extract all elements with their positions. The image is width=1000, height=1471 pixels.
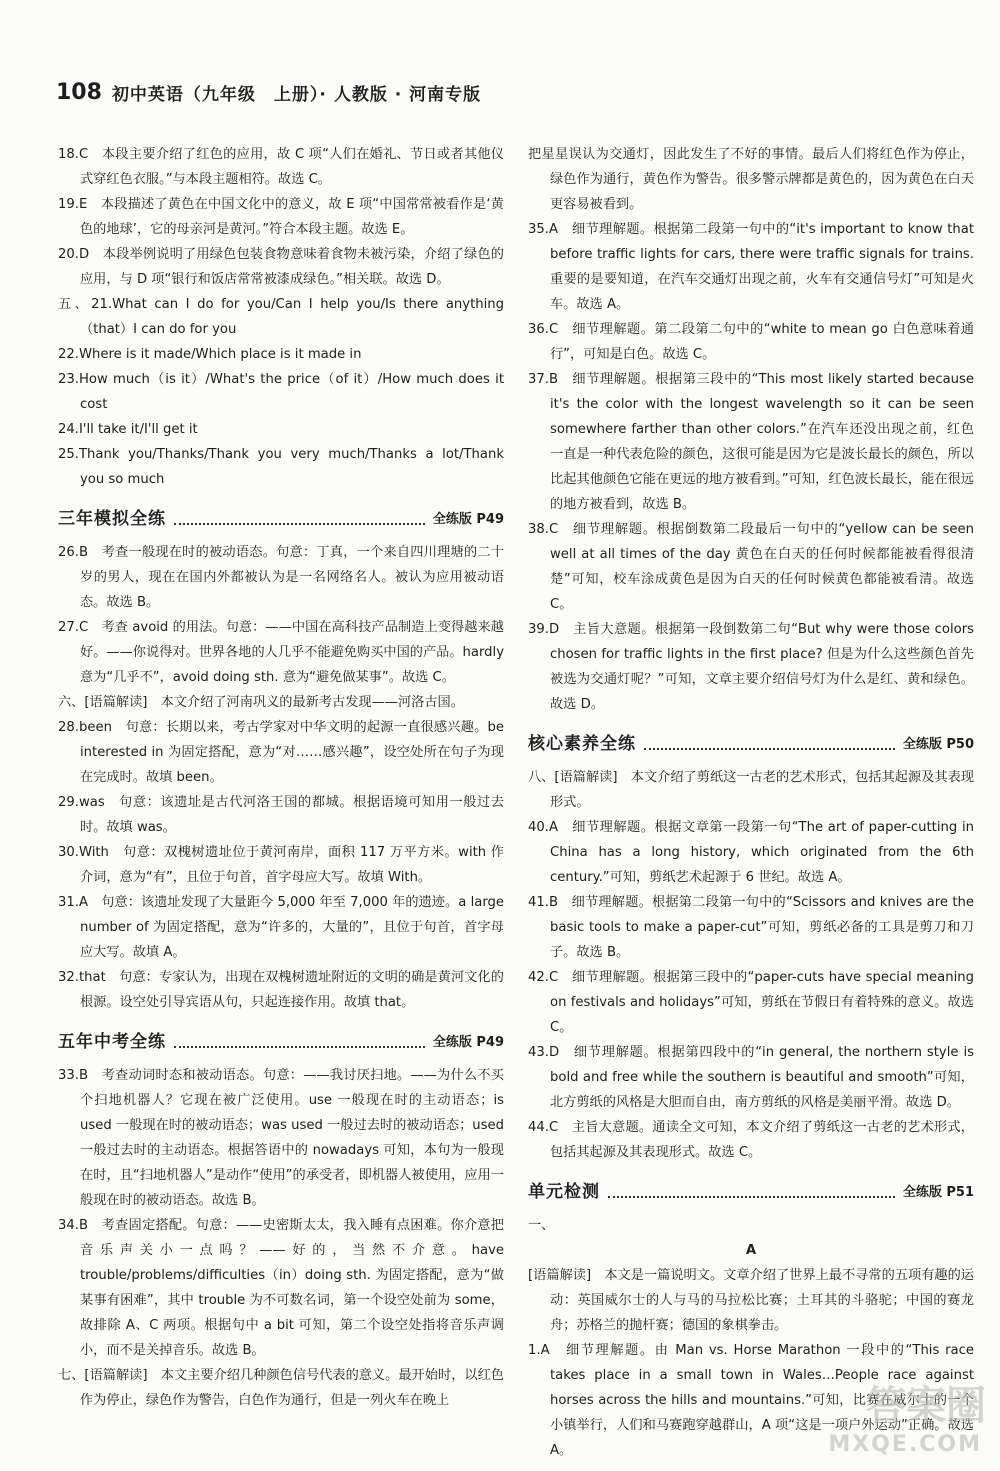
section-ref: 全练版 P51 xyxy=(902,1185,974,1200)
answer-item: 39.D 主旨大意题。根据第一段倒数第二句“But why were those colors chosen for traffic lights in the first place? 但是为什么这些颜色首先被选为交通灯呢？”可知，文章主要介绍信号灯为什么是红、黄和绿色。故选 D。 xyxy=(528,622,974,712)
answer-item: 37.B 细节理解题。根据第三段中的“This most likely started because it's the color with the longest wavelength so it can be seen somewhere farther than other colors.”在汽车还没出现之前，红色一直是一种代表危险的颜色，这很可能是因为它是波长最长的颜色，所以比起其他颜色它能在更远的地方被看到。”可知，红色波长最长，能在很远的地方被看到，故选 B。 xyxy=(528,372,974,512)
answer-item: 六、[语篇解读] 本文介绍了河南巩义的最新考古发现——河洛古国。 xyxy=(58,695,464,710)
answer-item: 34.B 考查固定搭配。句意：——史密斯太太，我入睡有点困难。你介意把音乐声关小一点吗？——好的，当然不介意。have trouble/problems/difficulties（in）doing sth. 为固定搭配，意为“做某事有困难”，其中 trouble 为不可数名词，第一个设空处前为 some，故排除 A、C 两项。根据句中 a bit 可知，第二个设空处指将音乐声调小，而不是关掉音乐。故选 B。 xyxy=(58,1218,504,1358)
left-column xyxy=(58,142,504,1413)
answer-item: 八、[语篇解读] 本文介绍了剪纸这一古老的艺术形式，包括其起源及其表现形式。 xyxy=(528,770,974,810)
section-title: 核心素养全练 xyxy=(528,734,636,754)
left-bottom-items xyxy=(58,1063,504,1413)
left-top-items xyxy=(58,142,504,492)
answer-item: 23.How much（is it）/What's the price（of it）/How much does it cost xyxy=(58,372,504,412)
part-label: 一、 xyxy=(528,1218,555,1233)
answer-item: 41.B 细节理解题。根据第二段第一句中的“Scissors and knives are the basic tools to make a paper-cut”可知，剪纸必备的工具是剪刀和刀子。故选 B。 xyxy=(528,895,974,960)
section-title: 三年模拟全练 xyxy=(58,509,166,529)
answer-item: 27.C 考查 avoid 的用法。句意：——中国在高科技产品制造上变得越来越好。——你说得对。世界各地的人几乎不能避免购买中国的产品。hardly 意为“几乎不”，avoid doing sth. 意为“避免做某事”。故选 C。 xyxy=(58,620,504,685)
book-title: 初中英语（九年级 上册）· 人教版 · 河南专版 xyxy=(111,84,482,105)
section-title: 单元检测 xyxy=(528,1182,600,1202)
section-header-danyuan xyxy=(528,1175,974,1205)
section-header-sannian xyxy=(58,502,504,532)
right-top-items xyxy=(528,142,974,717)
section-title: 五年中考全练 xyxy=(58,1032,166,1052)
passage-a-label: A xyxy=(745,1243,757,1258)
page-header xyxy=(56,72,481,112)
answer-item: 40.A 细节理解题。根据文章第一段第一句“The art of paper-cutting in China has a long history, which originated from the 6th century.”可知，剪纸艺术起源于 6 世纪。故选 A。 xyxy=(528,820,974,885)
answer-item: 43.D 细节理解题。根据第四段中的“in general, the northern style is bold and free while the southern is beautiful and smooth”可知，北方剪纸的风格是大胆而自由，南方剪纸的风格是美丽平滑。故选 D。 xyxy=(528,1045,974,1110)
watermark-logo: 答案圈 xyxy=(866,1383,986,1429)
left-mid-items xyxy=(58,540,504,1015)
section-ref: 全练版 P49 xyxy=(432,1035,504,1050)
answer-item: 七、[语篇解读] 本文主要介绍几种颜色信号代表的意义。最开始时，以红色作为停止，绿色作为警告，白色作为通行，但是一列火车在晚上 xyxy=(58,1368,504,1408)
section-header-hexin xyxy=(528,727,974,757)
section-ref: 全练版 P49 xyxy=(432,512,504,527)
answer-item: 18.C 本段主要介绍了红色的应用，故 C 项“人们在婚礼、节日或者其他仪式穿红色衣服。”与本段主题相符。故选 C。 xyxy=(58,147,504,187)
answer-item: 28.been 句意：长期以来，考古学家对中华文明的起源一直很感兴趣。be interested in 为固定搭配，意为“对……感兴趣”，设空处所在句子为现在完成时。故填 been。 xyxy=(58,720,504,785)
dotted-leader xyxy=(608,1196,895,1198)
answer-item: 把星星误认为交通灯，因此发生了不好的事情。最后人们将红色作为停止，绿色作为通行，黄色作为警告。很多警示牌都是黄色的，因为黄色在白天更容易被看到。 xyxy=(528,147,974,212)
answer-item: 25.Thank you/Thanks/Thank you very much/Thanks a lot/Thank you so much xyxy=(58,447,504,487)
answer-item: 29.was 句意：该遗址是古代河洛王国的都城。根据语境可知用一般过去时。故填 was。 xyxy=(58,795,504,835)
dotted-leader xyxy=(644,748,895,750)
right-column xyxy=(528,142,974,1463)
answer-item: [语篇解读] 本文是一篇说明文。文章介绍了世界上最不寻常的五项有趣的运动：英国威尔士的人与马的马拉松比赛；土耳其的斗骆驼；中国的赛龙舟；苏格兰的抛杆赛；德国的象棋拳击。 xyxy=(528,1268,974,1333)
answer-item: 31.A 句意：该遗址发现了大量距今 5,000 年至 7,000 年的遗迹。a large number of 为固定搭配，意为“许多的，大量的”，且位于句首，首字母应大写。故填 A。 xyxy=(58,895,504,960)
answer-item: 五、21.What can I do for you/Can I help you/Is there anything（that）I can do for you xyxy=(58,297,504,337)
dotted-leader xyxy=(174,1046,425,1048)
answer-item: 38.C 细节理解题。根据倒数第二段最后一句中的“yellow can be seen well at all times of the day 黄色在白天的任何时候都能被看得很清楚”可知，校车涂成黄色是因为白天的任何时候黄色都能被看清。故选 C。 xyxy=(528,522,974,612)
right-mid-items xyxy=(528,765,974,1165)
answer-item: 1.A 细节理解题。由 Man vs. Horse Marathon 一段中的“This race takes place in a small town in Wales…People race against horses across the hills and mountains.”可知，比赛在威尔士的一个小镇举行，人们和马赛跑穿越群山，A 项“这是一项户外运动”正确。故选 A。 xyxy=(528,1343,974,1458)
answer-item: 20.D 本段举例说明了用绿色包装食物意味着食物未被污染，介绍了绿色的应用，与 D 项“银行和饭店常常被漆成绿色。”相关联。故选 D。 xyxy=(58,247,504,287)
answer-item: 35.A 细节理解题。根据第二段第一句中的“it's important to know that before traffic lights for cars, there were traffic signals for trains. 重要的是要知道，在汽车交通灯出现之前，火车有交通信号灯”可知是火车。故选 A。 xyxy=(528,222,974,312)
answer-item: 22.Where is it made/Which place is it made in xyxy=(58,347,362,362)
answer-item: 44.C 主旨大意题。通读全文可知，本文介绍了剪纸这一古老的艺术形式，包括其起源及其表现形式。故选 C。 xyxy=(528,1120,974,1160)
answer-item: 33.B 考查动词时态和被动语态。句意：——我讨厌扫地。——为什么不买个扫地机器人？它现在被广泛使用。use 一般现在时的主动语态；is used 一般现在时的被动语态；was used 一般过去时的被动语态；used 一般过去时的主动语态。根据答语中的 nowadays 可知，本句为一般现在时，且“扫地机器人”是动作“使用”的承受者，即机器人被使用，应用一般现在时的被动语态。故选 B。 xyxy=(58,1068,504,1208)
watermark-url: MXQE.COM xyxy=(828,1432,982,1457)
section-header-wunian xyxy=(58,1025,504,1055)
section-ref: 全练版 P50 xyxy=(902,737,974,752)
dotted-leader xyxy=(174,523,425,525)
page-number: 108 xyxy=(56,79,102,105)
answer-item: 42.C 细节理解题。根据第三段中的“paper-cuts have special meaning on festivals and holidays”可知，剪纸在节假日有着特殊的意义。故选 C。 xyxy=(528,970,974,1035)
answer-item: 19.E 本段描述了黄色在中国文化中的意义，故 E 项“中国常常被看作是‘黄色的地球’，它的母亲河是黄河。”符合本段主题。故选 E。 xyxy=(58,197,504,237)
answer-item: 36.C 细节理解题。第二段第二句中的“white to mean go 白色意味着通行”，可知是白色。故选 C。 xyxy=(528,322,974,362)
answer-item: 24.I'll take it/I'll get it xyxy=(58,422,198,437)
answer-item: 32.that 句意：专家认为，出现在双槐树遗址附近的文明的确是黄河文化的根源。设空处引导宾语从句，只起连接作用。故填 that。 xyxy=(58,970,504,1010)
answer-item: 26.B 考查一般现在时的被动语态。句意：丁真，一个来自四川理塘的二十岁的男人，现在在国内外都被认为是一名网络名人。被认为应用被动语态。故选 B。 xyxy=(58,545,504,610)
answer-item: 30.With 句意：双槐树遗址位于黄河南岸，面积 117 万平方米。with 作介词，意为“有”，且位于句首，首字母应大写。故填 With。 xyxy=(58,845,504,885)
